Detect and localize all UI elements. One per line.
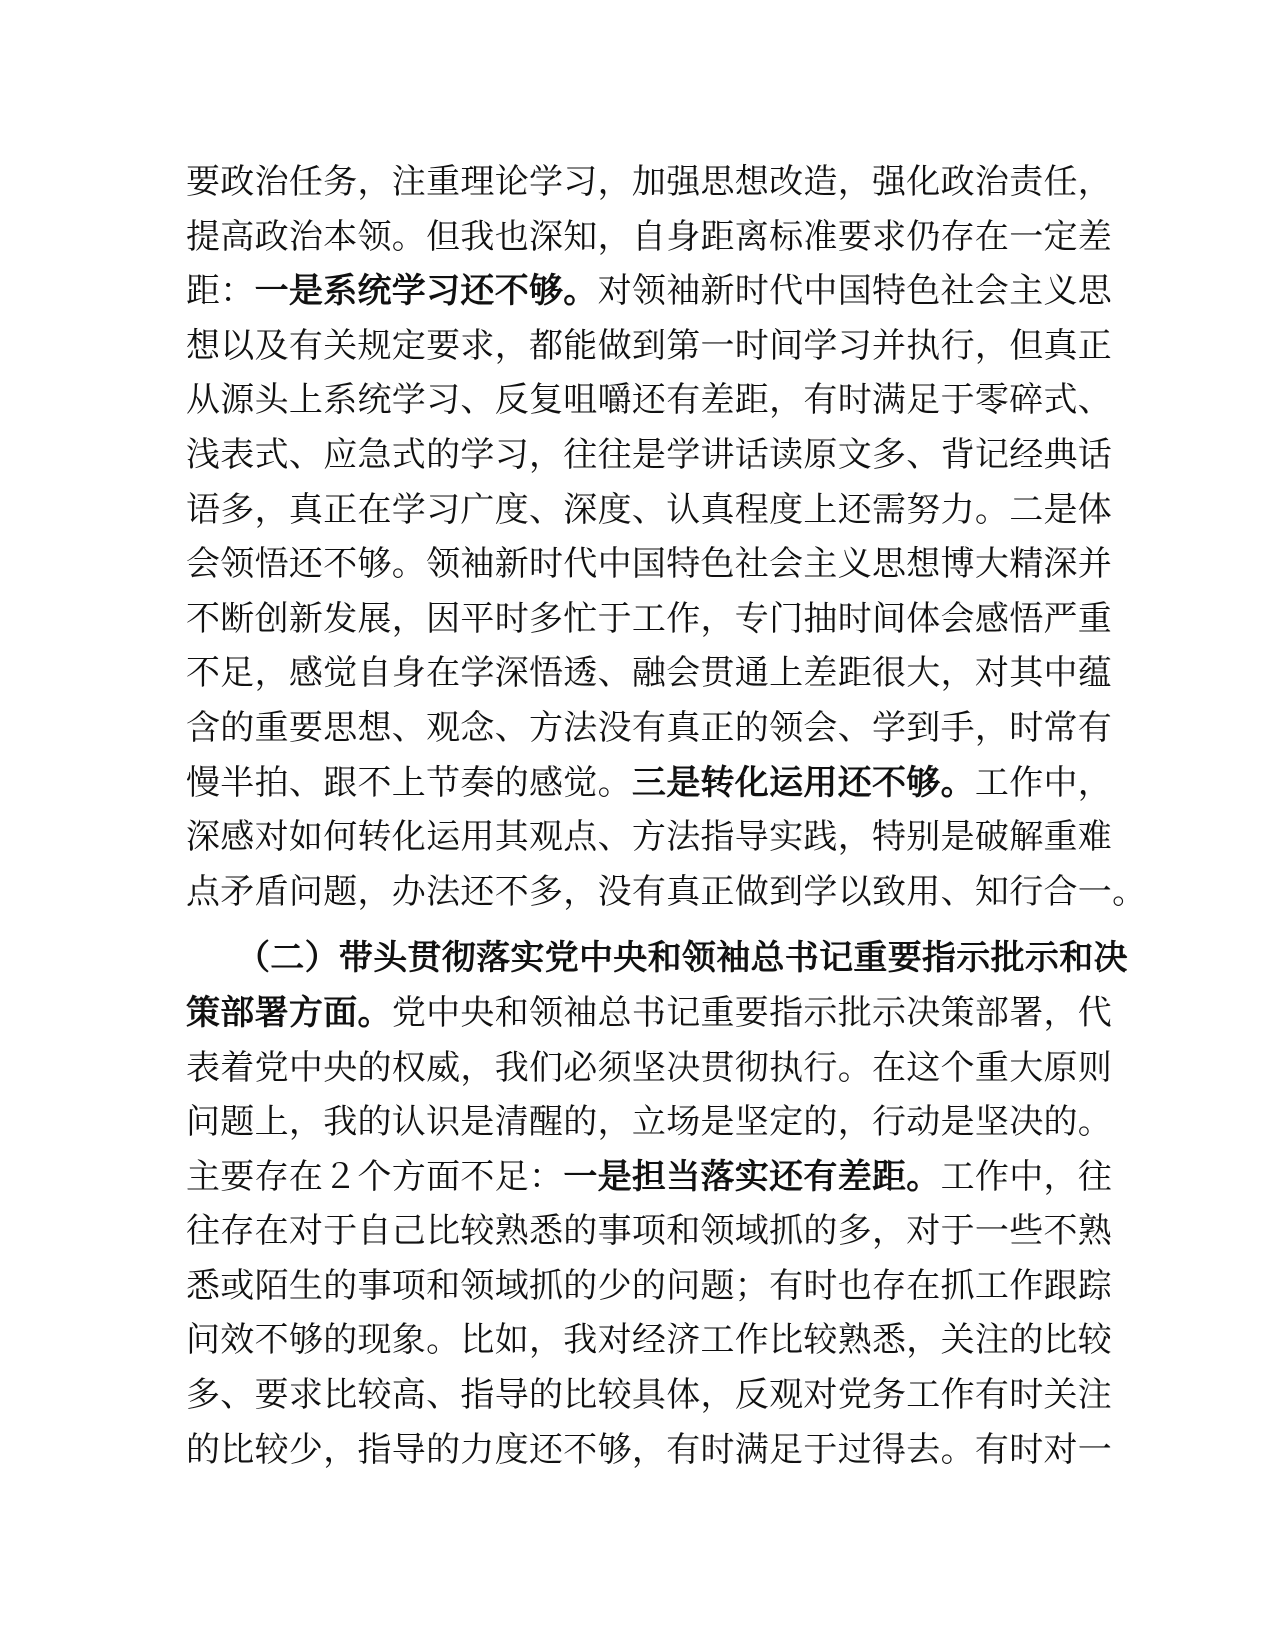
text-segment: 不足，感觉自身在学深悟透、融会贯通上差距很大，对其中蕴 bbox=[186, 653, 1113, 694]
text-segment: 深感对如何转化运用其观点、方法指导实践，特别是破解重难 bbox=[186, 817, 1113, 858]
section-heading-line bbox=[186, 931, 1128, 986]
text-line bbox=[186, 1259, 1113, 1314]
text-segment: 提高政治本领。但我也深知，自身距离标准要求仍存在一定差 bbox=[186, 216, 1113, 257]
text-segment: 要政治任务，注重理论学习，加强思想改造，强化政治责任， bbox=[186, 162, 1113, 202]
text-line bbox=[186, 986, 1113, 1041]
text-segment: 从源头上系统学习、反复咀嚼还有差距，有时满足于零碎式、 bbox=[186, 380, 1113, 421]
text-line bbox=[186, 264, 1113, 319]
text-line bbox=[186, 483, 1113, 538]
text-segment: 不断创新发展，因平时多忙于工作，专门抽时间体会感悟严重 bbox=[186, 598, 1113, 639]
text-line bbox=[186, 646, 1113, 701]
text-line bbox=[186, 1368, 1113, 1423]
bold-text-segment: 一是担当落实还有差距。 bbox=[563, 1156, 941, 1197]
text-segment: 会领悟还不够。领袖新时代中国特色社会主义思想博大精深并 bbox=[186, 544, 1113, 585]
text-line bbox=[186, 1313, 1113, 1368]
text-line bbox=[186, 756, 1113, 811]
text-segment: 对领袖新时代中国特色社会主义思 bbox=[597, 271, 1113, 312]
text-segment: 语多，真正在学习广度、深度、认真程度上还需努力。二是体 bbox=[186, 489, 1113, 530]
text-segment: 工作中，往 bbox=[940, 1156, 1113, 1197]
text-segment: 工作中， bbox=[974, 762, 1113, 803]
text-line bbox=[186, 428, 1113, 483]
text-line bbox=[186, 373, 1113, 428]
bold-text-segment: 策部署方面。 bbox=[186, 992, 392, 1033]
text-segment: 点矛盾问题，办法还不多，没有真正做到学以致用、知行合一。 bbox=[186, 871, 1147, 912]
text-segment: 慢半拍、跟不上节奏的感觉。 bbox=[186, 762, 632, 803]
text-segment: 浅表式、应急式的学习，往往是学讲话读原文多、背记经典话 bbox=[186, 434, 1113, 475]
text-line bbox=[186, 319, 1113, 374]
bold-text-segment: （二）带头贯彻落实党中央和领袖总书记重要指示批示和决 bbox=[236, 938, 1128, 979]
text-segment: 问效不够的现象。比如，我对经济工作比较熟悉，关注的比较 bbox=[186, 1320, 1113, 1361]
text-segment: 的比较少，指导的力度还不够，有时满足于过得去。有时对一 bbox=[186, 1429, 1113, 1470]
text-line bbox=[186, 1423, 1113, 1478]
bold-text-segment: 三是转化运用还不够。 bbox=[631, 762, 975, 803]
text-line bbox=[186, 865, 1147, 920]
document-body bbox=[186, 155, 1147, 1477]
text-segment: 含的重要思想、观念、方法没有真正的领会、学到手，时常有 bbox=[186, 707, 1113, 748]
text-line bbox=[186, 1150, 1113, 1205]
text-segment: 问题上，我的认识是清醒的，立场是坚定的，行动是坚决的。 bbox=[186, 1102, 1113, 1143]
text-segment: 表着党中央的权威，我们必须坚决贯彻执行。在这个重大原则 bbox=[186, 1047, 1113, 1088]
text-line bbox=[186, 210, 1113, 265]
text-line bbox=[186, 592, 1113, 647]
text-segment: 多、要求比较高、指导的比较具体，反观对党务工作有时关注 bbox=[186, 1375, 1113, 1416]
text-line bbox=[186, 155, 1113, 210]
bold-text-segment: 一是系统学习还不够。 bbox=[254, 271, 598, 312]
text-line bbox=[186, 1095, 1113, 1150]
text-segment: 距： bbox=[186, 271, 255, 312]
text-line bbox=[186, 1041, 1113, 1096]
text-line bbox=[186, 1204, 1113, 1259]
text-segment: 主要存在２个方面不足： bbox=[186, 1156, 564, 1197]
text-line bbox=[186, 810, 1113, 865]
text-segment: 悉或陌生的事项和领域抓的少的问题；有时也存在抓工作跟踪 bbox=[186, 1265, 1113, 1306]
text-segment: 想以及有关规定要求，都能做到第一时间学习并执行，但真正 bbox=[186, 325, 1113, 366]
text-segment: 党中央和领袖总书记重要指示批示决策部署，代 bbox=[391, 992, 1113, 1033]
text-line bbox=[186, 537, 1113, 592]
text-line bbox=[186, 701, 1113, 756]
text-segment: 往存在对于自己比较熟悉的事项和领域抓的多，对于一些不熟 bbox=[186, 1211, 1113, 1252]
